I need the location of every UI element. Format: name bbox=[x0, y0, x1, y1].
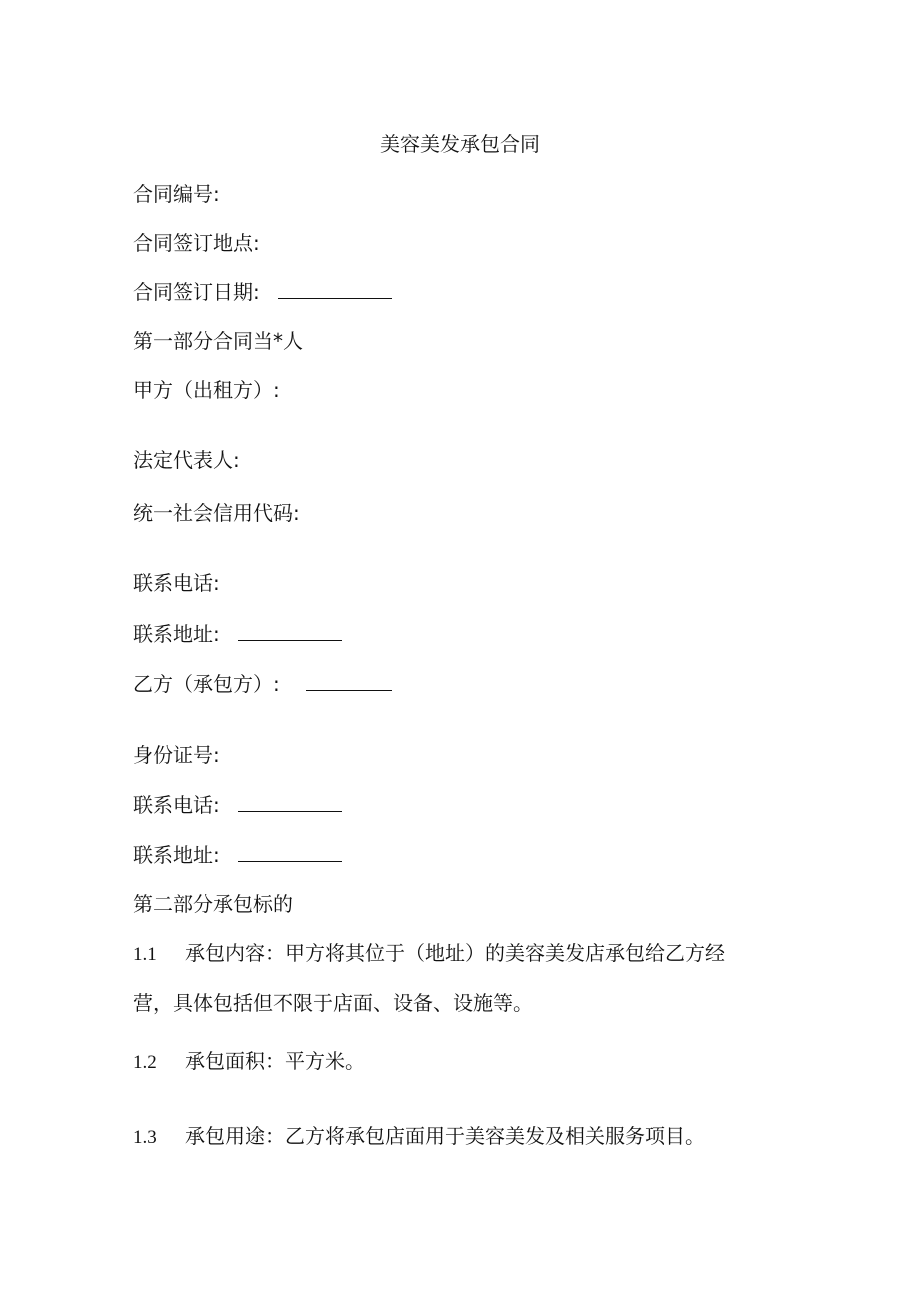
party-b-blank bbox=[306, 668, 392, 691]
party-a-credit-code-field bbox=[133, 497, 300, 529]
clause-1-3 bbox=[133, 1120, 705, 1154]
party-b-phone-field bbox=[133, 789, 342, 821]
signing-date-blank bbox=[278, 276, 392, 299]
party-a-address-blank bbox=[238, 618, 342, 641]
party-a-phone-field bbox=[133, 567, 220, 599]
party-a-address-field bbox=[133, 618, 342, 650]
party-b-address-field bbox=[133, 839, 342, 871]
signing-date-field bbox=[133, 276, 392, 308]
party-b-id-field bbox=[133, 739, 220, 771]
party-b-phone-blank bbox=[238, 789, 342, 812]
party-b-address-blank bbox=[238, 839, 342, 862]
party-b-address-label: 联系地址: bbox=[133, 843, 220, 867]
clause-number: 1.2 bbox=[133, 1052, 157, 1073]
part1-heading: 第一部分合同当*人 bbox=[133, 329, 303, 353]
clause-text: 承包用途：乙方将承包店面用于美容美发及相关服务项目。 bbox=[185, 1124, 705, 1148]
clause-text: 承包面积：平方米。 bbox=[185, 1049, 365, 1073]
party-b-field bbox=[133, 668, 392, 700]
party-b-label: 乙方（承包方）: bbox=[133, 672, 280, 696]
signing-place-label: 合同签订地点: bbox=[133, 231, 260, 255]
contract-number-label: 合同编号: bbox=[133, 182, 220, 206]
clause-1-1-continuation: 营，具体包括但不限于店面、设备、设施等。 bbox=[133, 991, 533, 1015]
contract-number-field bbox=[133, 178, 220, 210]
part2-heading: 第二部分承包标的 bbox=[133, 892, 293, 916]
party-a-legal-rep-label: 法定代表人: bbox=[133, 448, 240, 472]
clause-number: 1.3 bbox=[133, 1127, 157, 1148]
clause-text: 承包内容：甲方将其位于（地址）的美容美发店承包给乙方经 bbox=[185, 941, 725, 965]
signing-place-field bbox=[133, 227, 260, 259]
clause-number: 1.1 bbox=[133, 944, 157, 965]
party-a-label: 甲方（出租方）: bbox=[133, 378, 280, 402]
clause-1-1 bbox=[133, 937, 725, 971]
party-b-id-label: 身份证号: bbox=[133, 743, 220, 767]
party-a-credit-code-label: 统一社会信用代码: bbox=[133, 501, 300, 525]
clause-1-2 bbox=[133, 1045, 365, 1079]
party-a-phone-label: 联系电话: bbox=[133, 571, 220, 595]
document-title: 美容美发承包合同 bbox=[380, 132, 540, 156]
signing-date-label: 合同签订日期: bbox=[133, 280, 260, 304]
party-b-phone-label: 联系电话: bbox=[133, 793, 220, 817]
party-a-address-label: 联系地址: bbox=[133, 622, 220, 646]
party-a-legal-rep-field bbox=[133, 444, 240, 476]
